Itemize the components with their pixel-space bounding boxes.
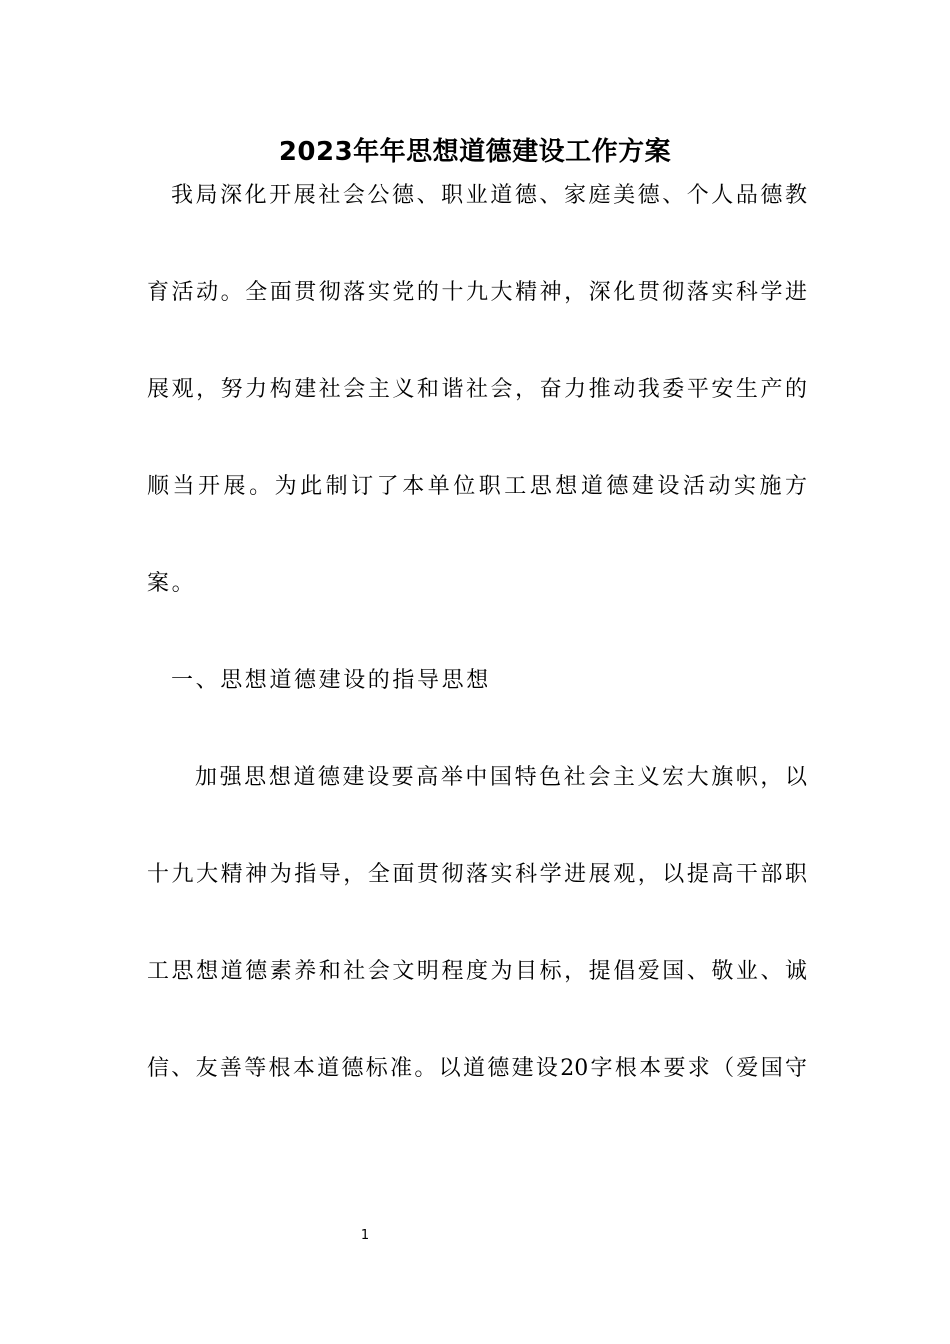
paragraph-line: 工思想道德素养和社会文明程度为目标，提倡爱国、敬业、诚 bbox=[147, 959, 807, 984]
page-number: 1 bbox=[360, 1228, 370, 1243]
section-heading: 一、思想道德建设的指导思想 bbox=[171, 668, 491, 693]
paragraph-line: 信、友善等根本道德标准。以道德建设20字根本要求（爱国守 bbox=[147, 1056, 807, 1081]
paragraph-line: 加强思想道德建设要高举中国特色社会主义宏大旗帜，以 bbox=[195, 765, 807, 790]
paragraph-line: 育活动。全面贯彻落实党的十九大精神，深化贯彻落实科学进 bbox=[147, 280, 807, 305]
paragraph-line: 展观，努力构建社会主义和谐社会，奋力推动我委平安生产的 bbox=[147, 377, 807, 402]
document-title: 2023年年思想道德建设工作方案 bbox=[278, 137, 672, 167]
paragraph-line: 案。 bbox=[147, 571, 197, 596]
paragraph-line: 顺当开展。为此制订了本单位职工思想道德建设活动实施方 bbox=[147, 474, 807, 499]
paragraph-line: 十九大精神为指导，全面贯彻落实科学进展观，以提高干部职 bbox=[147, 862, 807, 887]
paragraph-line: 我局深化开展社会公德、职业道德、家庭美德、个人品德教 bbox=[171, 183, 807, 208]
